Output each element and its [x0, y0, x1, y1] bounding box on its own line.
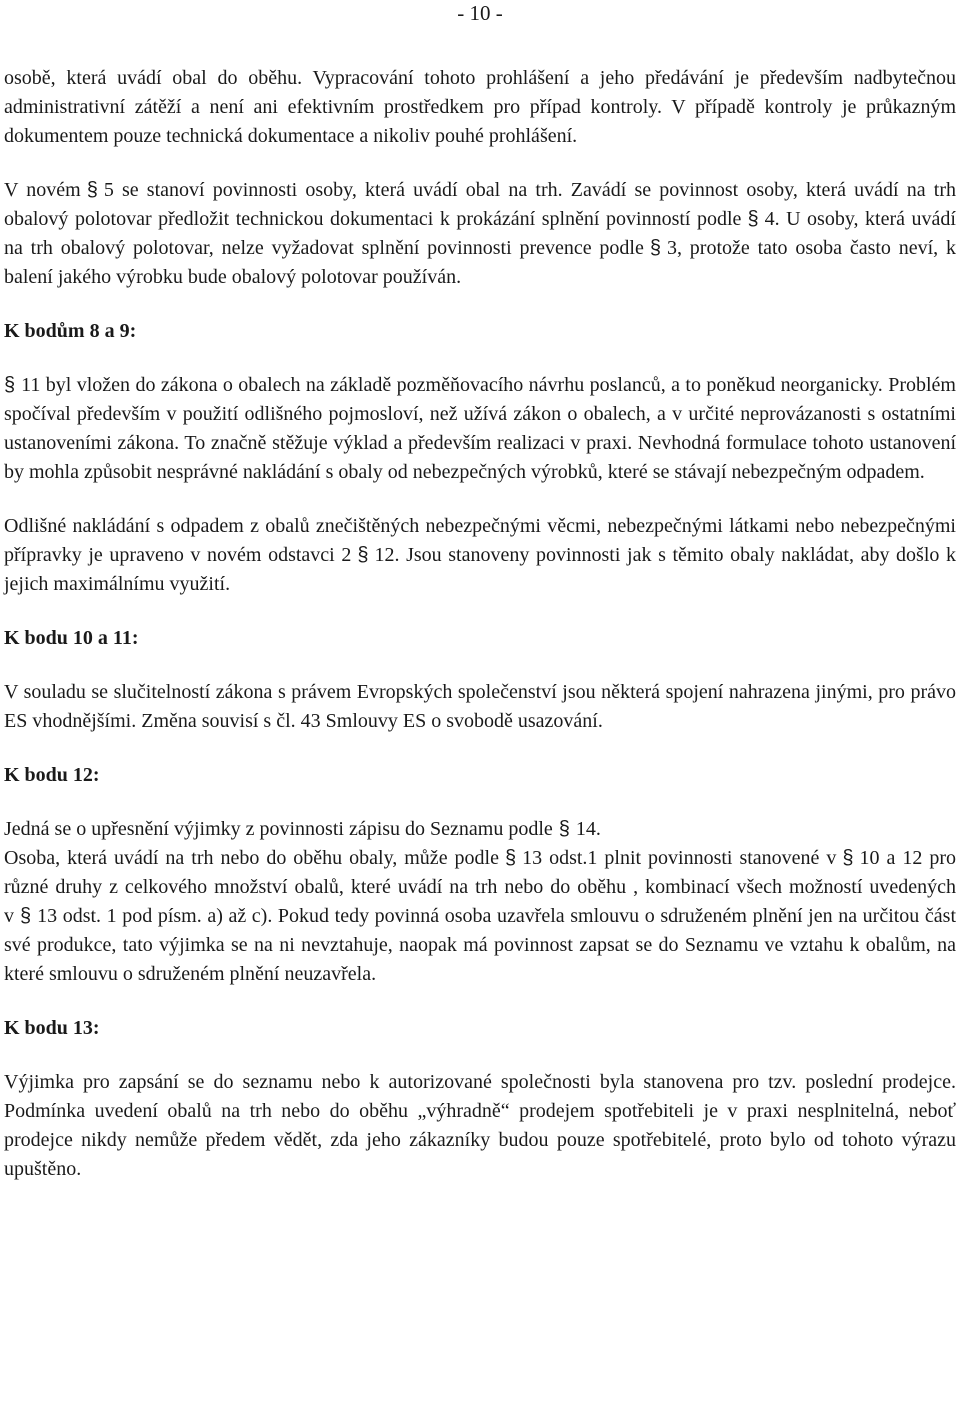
paragraph-6: [4, 815, 956, 844]
section-sign: §: [357, 544, 369, 566]
paragraph-2-text-b: 5 se stanoví povinnosti osoby, která uvádí obal na trh. Zavádí se povinnost osoby, která uvádí na trh obalový polotovar předložit technickou dokumentaci k prokázání splnění povinností podle: [4, 179, 957, 230]
section-sign: §: [504, 847, 517, 869]
section-sign: §: [842, 847, 854, 869]
heading-body-12: K bodu 12:: [4, 764, 100, 786]
paragraph-2-text-d: 3, protože tato osoba často neví, k balení jakého výrobku bude obalový polotovar používán.: [4, 237, 956, 288]
paragraph-4-text-b: 12. Jsou stanoveny povinnosti jak s těmito obaly nakládat, aby došlo k jejich maximálnímu využití.: [4, 544, 956, 595]
section-sign: §: [4, 374, 16, 396]
page-number: - 10 -: [457, 1, 503, 25]
paragraph-7: [4, 844, 956, 989]
paragraph-3-text: 11 byl vložen do zákona o obalech na základě pozměňovacího návrhu poslanců, a to poněkud neorganicky. Problém spočíval především v použití odlišného pojmosloví, než užívá zákon o obalech, a v určité neprovázanosti s ostatními ustanoveními zákona. To značně stěžuje výklad a především realizaci v praxi. Nevhodná formulace tohoto ustanovení by mohla způsobit nesprávné nakládání s obaly od nebezpečných výrobků, které se stávají nebezpečným odpadem.: [4, 374, 956, 483]
heading-body-10-11: K bodu 10 a 11:: [4, 627, 139, 649]
paragraph-7-text-d: 13 odst. 1 pod písm. a) až c). Pokud tedy povinná osoba uzavřela smlouvu o sdruženém plnění jen na určitou část své produkce, tato výjimka se na ni nevztahuje, naopak má povinnost zapsat se do Seznamu ve vztahu k obalům, na které smlouvu o sdruženém plnění neuzavřela.: [4, 905, 956, 985]
section-sign: §: [747, 208, 759, 230]
paragraph-7-text-a: Osoba, která uvádí na trh nebo do oběhu obaly, může podle: [4, 847, 499, 869]
paragraph-2-text-c: 4. U osoby, která uvádí na trh obalový polotovar, nelze vyžadovat splnění povinnosti prevence podle: [4, 208, 956, 259]
section-sign: §: [649, 237, 661, 259]
paragraph-4-text-a: Odlišné nakládání s odpadem z obalů znečištěných nebezpečnými věcmi, nebezpečnými látkami nebo nebezpečnými přípravky je upraveno v novém odstavci 2: [4, 515, 956, 566]
section-sign: §: [558, 818, 570, 840]
paragraph-3: [4, 371, 956, 487]
paragraph-7-text-c: 10 a 12 pro různé druhy z celkového množství obalů, které uvádí na trh nebo do oběhu , kombinací všech možností uvedených v: [4, 847, 957, 927]
section-sign: §: [20, 905, 32, 927]
paragraph-4: [4, 512, 956, 599]
paragraph-6-text-a: Jedná se o upřesnění výjimky z povinnosti zápisu do Seznamu podle: [4, 818, 553, 840]
heading-body-8-9: K bodům 8 a 9:: [4, 320, 137, 342]
paragraph-5: V souladu se slučitelností zákona s právem Evropských společenství jsou některá spojení nahrazena jinými, pro právo ES vhodnějšími. Změna souvisí s čl. 43 Smlouvy ES o svobodě usazování.: [4, 681, 956, 732]
paragraph-2-text-a: V novém: [4, 179, 81, 201]
paragraph-8: Výjimka pro zapsání se do seznamu nebo k autorizované společnosti byla stanovena pro tzv. poslední prodejce. Podmínka uvedení obalů na trh nebo do oběhu „výhradně“ prodejem spotřebiteli je v praxi nesplnitelná, neboť prodejce nikdy nemůže předem vědět, zda jeho zákazníky budou pouze spotřebitelé, proto bylo od tohoto výrazu upuštěno.: [4, 1071, 956, 1180]
paragraph-2: [4, 176, 956, 292]
document-body: [4, 64, 956, 1184]
section-sign: §: [86, 179, 98, 201]
paragraph-6-text-b: 14.: [575, 818, 601, 840]
heading-body-13: K bodu 13:: [4, 1017, 100, 1039]
paragraph-1: osobě, která uvádí obal do oběhu. Vypracování tohoto prohlášení a jeho předávání je především nadbytečnou administrativní zátěží a není ani efektivním prostředkem pro případ kontroly. V případě kontroly je průkazným dokumentem pouze technická dokumentace a nikoliv pouhé prohlášení.: [4, 67, 956, 147]
paragraph-7-text-b: 13 odst.1 plnit povinnosti stanovené v: [522, 847, 837, 869]
